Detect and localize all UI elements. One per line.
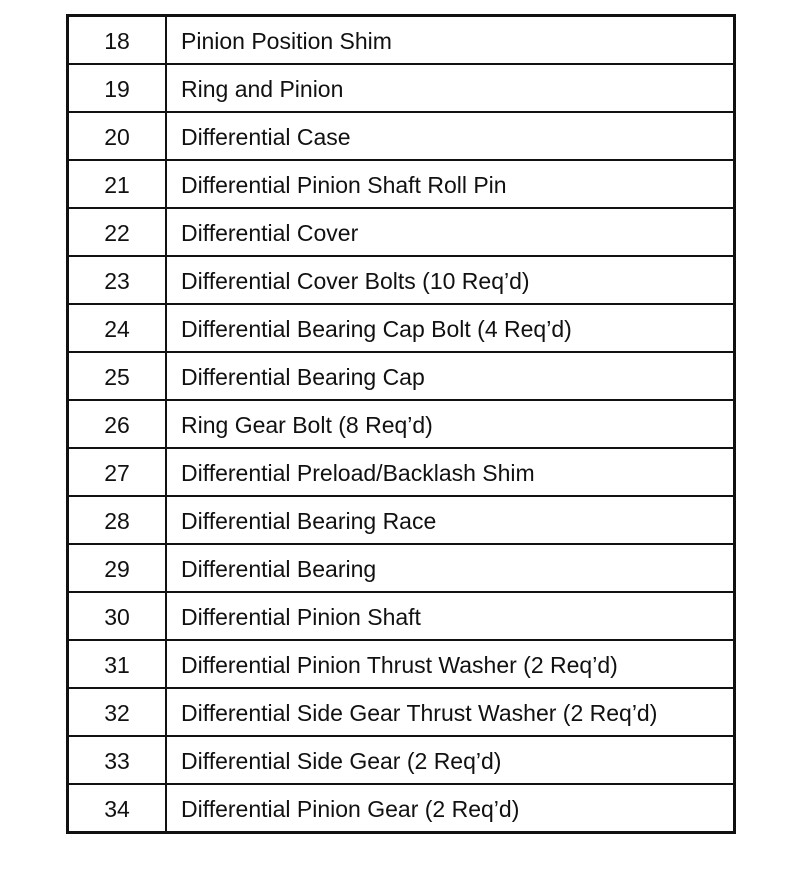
item-description: Differential Pinion Shaft <box>166 592 735 640</box>
table-row <box>68 448 735 496</box>
item-description: Differential Bearing Race <box>166 496 735 544</box>
item-description: Differential Pinion Thrust Washer (2 Req’d) <box>166 640 735 688</box>
table-row <box>68 304 735 352</box>
item-description: Differential Side Gear (2 Req’d) <box>166 736 735 784</box>
item-description: Differential Bearing Cap Bolt (4 Req’d) <box>166 304 735 352</box>
table-row <box>68 256 735 304</box>
table-row <box>68 496 735 544</box>
item-number: 18 <box>68 16 167 65</box>
item-number: 21 <box>68 160 167 208</box>
item-description: Differential Case <box>166 112 735 160</box>
item-description: Differential Bearing <box>166 544 735 592</box>
table-row <box>68 784 735 833</box>
table-row <box>68 736 735 784</box>
item-number: 28 <box>68 496 167 544</box>
item-number: 27 <box>68 448 167 496</box>
item-number: 19 <box>68 64 167 112</box>
parts-legend-body <box>68 16 735 833</box>
item-description: Ring and Pinion <box>166 64 735 112</box>
item-description: Differential Pinion Shaft Roll Pin <box>166 160 735 208</box>
item-number: 25 <box>68 352 167 400</box>
item-description: Differential Pinion Gear (2 Req’d) <box>166 784 735 833</box>
item-number: 22 <box>68 208 167 256</box>
table-row <box>68 640 735 688</box>
item-description: Differential Bearing Cap <box>166 352 735 400</box>
table-row <box>68 160 735 208</box>
table-row <box>68 544 735 592</box>
item-number: 20 <box>68 112 167 160</box>
item-description: Differential Cover <box>166 208 735 256</box>
item-description: Differential Preload/Backlash Shim <box>166 448 735 496</box>
table-row <box>68 64 735 112</box>
table-row <box>68 112 735 160</box>
table-row <box>68 688 735 736</box>
item-description: Differential Side Gear Thrust Washer (2 Req’d) <box>166 688 735 736</box>
table-row <box>68 208 735 256</box>
item-number: 26 <box>68 400 167 448</box>
item-number: 23 <box>68 256 167 304</box>
item-number: 34 <box>68 784 167 833</box>
item-description: Differential Cover Bolts (10 Req’d) <box>166 256 735 304</box>
table-row <box>68 16 735 65</box>
item-number: 31 <box>68 640 167 688</box>
parts-legend-table <box>66 14 736 834</box>
item-number: 30 <box>68 592 167 640</box>
item-number: 24 <box>68 304 167 352</box>
item-number: 29 <box>68 544 167 592</box>
table-row <box>68 400 735 448</box>
table-row <box>68 592 735 640</box>
item-description: Pinion Position Shim <box>166 16 735 65</box>
table-row <box>68 352 735 400</box>
item-number: 32 <box>68 688 167 736</box>
item-number: 33 <box>68 736 167 784</box>
item-description: Ring Gear Bolt (8 Req’d) <box>166 400 735 448</box>
